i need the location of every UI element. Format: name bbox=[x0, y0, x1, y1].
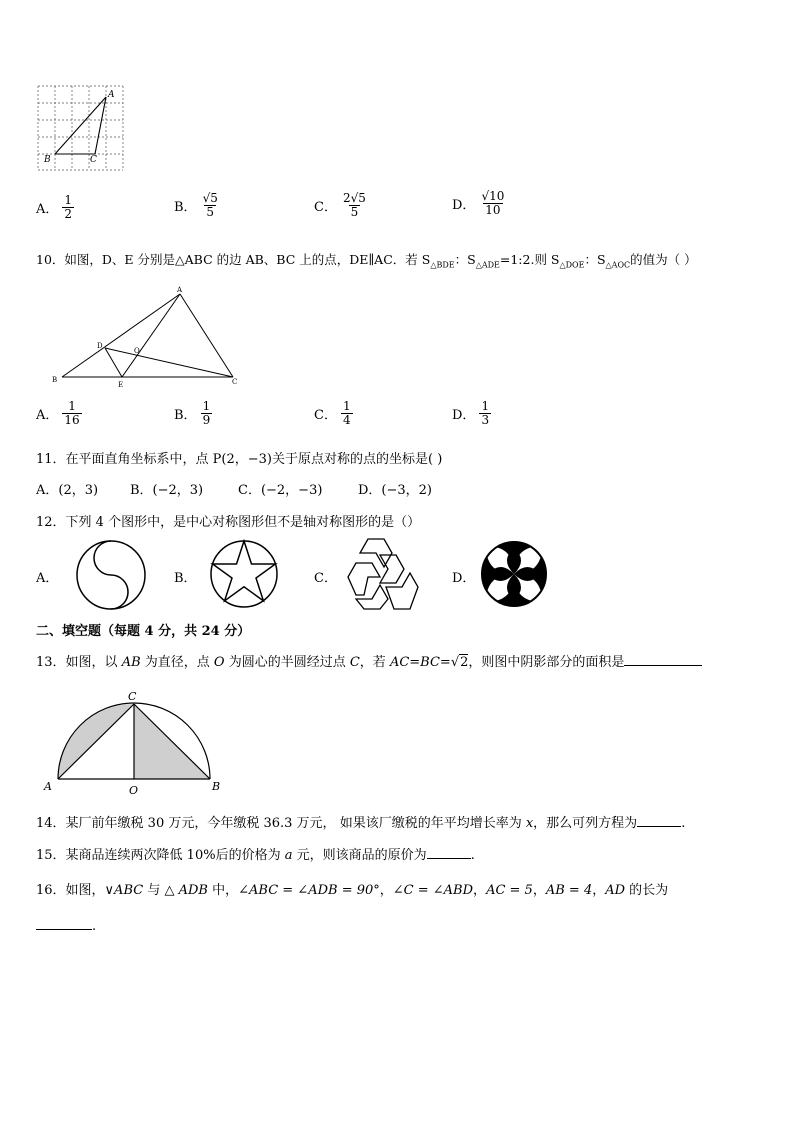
q11-option-b[interactable]: B．(−2，3) bbox=[130, 483, 204, 498]
option-letter: D． bbox=[452, 197, 476, 213]
q13-semicircle-figure bbox=[40, 690, 226, 796]
q10-option-c[interactable] bbox=[314, 400, 353, 426]
q9-option-d[interactable] bbox=[452, 190, 506, 216]
label-c: C bbox=[128, 690, 137, 703]
label-a: A bbox=[177, 286, 183, 294]
q10-triangle-figure bbox=[50, 284, 250, 390]
fraction: $\frac{1}{4}$ bbox=[342, 399, 351, 427]
star-in-circle-shape[interactable] bbox=[208, 538, 280, 610]
option-letter: B． bbox=[174, 199, 197, 215]
q9-option-c[interactable] bbox=[314, 192, 368, 218]
q16-answer-line: . bbox=[36, 917, 96, 934]
fraction: $\frac{1}{2}$ bbox=[64, 193, 73, 221]
fraction: $\frac{2√5}{5}$ bbox=[342, 191, 366, 219]
fraction: $\frac{1}{3}$ bbox=[481, 399, 490, 427]
q11-question: 11．在平面直角坐标系中，点 P(2，−3)关于原点对称的点的坐标是( ) bbox=[36, 452, 443, 467]
option-letter: B． bbox=[174, 407, 197, 423]
q16-question: 16．如图，∨ABC 与 △ ADB 中，∠ABC = ∠ADB = 90°，∠C = ∠ABD，AC = 5，AB = 4，AD 的长为 bbox=[36, 883, 669, 898]
section-fill-in-title: 二、填空题（每题 4 分，共 24 分） bbox=[36, 624, 251, 639]
fraction: $\frac{1}{16}$ bbox=[64, 399, 80, 427]
q9-grid-figure bbox=[36, 84, 128, 172]
hexagon-recycle-shape[interactable] bbox=[346, 537, 426, 611]
q11-option-c[interactable]: C．(−2，−3) bbox=[238, 483, 323, 498]
q12-option-c-label[interactable]: C． bbox=[314, 571, 337, 586]
fraction: $\frac{1}{9}$ bbox=[202, 399, 211, 427]
q11-option-d[interactable]: D．(−3，2) bbox=[358, 483, 433, 498]
answer-blank[interactable] bbox=[427, 846, 471, 859]
fraction: $\frac{√5}{5}$ bbox=[202, 191, 218, 219]
label-a: A bbox=[44, 780, 52, 793]
q10-option-a[interactable] bbox=[36, 400, 82, 426]
fraction: $\frac{√10}{10}$ bbox=[481, 189, 505, 217]
q9-option-a[interactable] bbox=[36, 194, 74, 220]
label-b: B bbox=[212, 780, 221, 793]
q12-option-d-label[interactable]: D． bbox=[452, 571, 476, 586]
q15-question: 15．某商品连续两次降低 10%后的价格为 a 元，则该商品的原价为 . bbox=[36, 848, 475, 863]
label-b: B bbox=[52, 376, 58, 384]
q10-question: 10．如图，D、E 分别是△ABC 的边 AB、BC 上的点，DE∥AC．若 $S_{\triangle BDE}$：$S_{\triangle ADE}=1:2$.则 $S_{\triangle DOE}$：$S_{\triangle AOC}$的值为（ ） bbox=[36, 252, 697, 270]
option-letter: A． bbox=[36, 407, 59, 423]
answer-blank[interactable] bbox=[637, 814, 681, 827]
answer-blank[interactable] bbox=[36, 917, 92, 930]
label-a: A bbox=[108, 90, 115, 100]
q13-question: 13．如图，以 AB 为直径，点 O 为圆心的半圆经过点 C，若 AC=BC=√2，则图中阴影部分的面积是 bbox=[36, 651, 702, 670]
label-c: C bbox=[90, 155, 97, 165]
label-d: D bbox=[97, 342, 103, 350]
four-petal-shape[interactable] bbox=[480, 540, 548, 608]
q12-option-b-label[interactable]: B． bbox=[174, 571, 197, 586]
q10-option-b[interactable] bbox=[174, 400, 212, 426]
q12-option-a-label[interactable]: A． bbox=[36, 571, 59, 586]
q12-question: 12．下列 4 个图形中，是中心对称图形但不是轴对称图形的是（） bbox=[36, 515, 421, 530]
answer-blank[interactable] bbox=[624, 653, 702, 666]
q9-option-b[interactable] bbox=[174, 192, 220, 218]
yin-yang-shape[interactable] bbox=[74, 538, 148, 612]
triangle-abc bbox=[55, 97, 106, 154]
label-b: B bbox=[44, 155, 51, 165]
option-letter: C． bbox=[314, 199, 337, 215]
label-o: O bbox=[134, 347, 140, 355]
label-o: O bbox=[129, 784, 139, 796]
label-c: C bbox=[232, 378, 238, 386]
option-letter: D． bbox=[452, 407, 476, 423]
option-letter: A． bbox=[36, 201, 59, 217]
q14-question: 14．某厂前年缴税 30 万元，今年缴税 36.3 万元， 如果该厂缴税的年平均增长率为 x，那么可列方程为 . bbox=[36, 816, 686, 831]
label-e: E bbox=[118, 381, 124, 389]
q10-option-d[interactable] bbox=[452, 400, 491, 426]
option-letter: C． bbox=[314, 407, 337, 423]
q11-option-a[interactable]: A．(2，3) bbox=[36, 483, 99, 498]
